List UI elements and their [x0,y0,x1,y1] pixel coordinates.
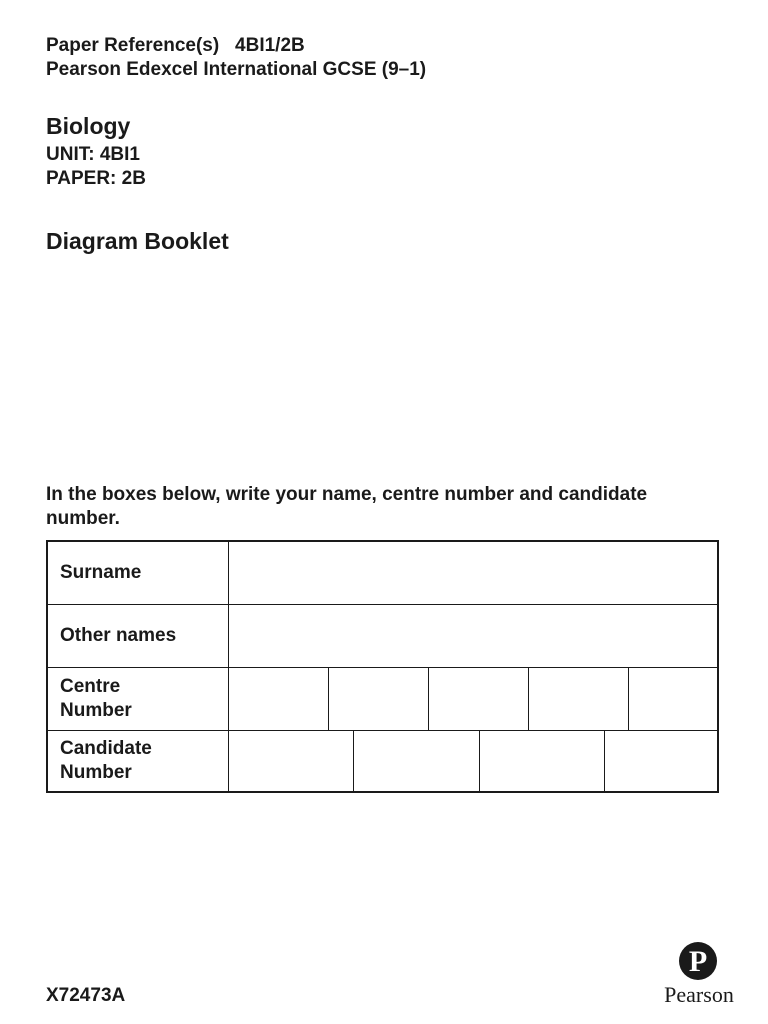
centre-number-row [48,668,717,731]
centre-number-digit-box[interactable] [629,668,717,730]
centre-number-digit-box[interactable] [329,668,429,730]
booklet-title: Diagram Booklet [46,228,229,254]
candidate-number-digit-box[interactable] [605,731,717,791]
centre-number-label-line1: Centre [60,676,121,697]
candidate-number-digit-box[interactable] [480,731,605,791]
pearson-logo [652,942,746,1008]
unit-code: UNIT: 4BI1 [46,144,140,165]
surname-label: Surname [48,542,229,604]
pearson-logo-icon [679,942,717,980]
pearson-wordmark: Pearson [664,982,734,1007]
other-names-row [48,605,717,668]
paper-code: PAPER: 2B [46,168,146,189]
paper-reference [46,34,426,58]
candidate-number-digit-box[interactable] [229,731,354,791]
document-code: X72473A [46,985,126,1006]
candidate-details-form [46,540,719,793]
other-names-field[interactable] [229,605,717,667]
candidate-number-label-line2: Number [60,762,132,783]
paper-reference-label: Paper Reference(s) [46,35,220,56]
surname-field[interactable] [229,542,717,604]
centre-number-label [48,668,229,730]
candidate-number-label [48,731,229,791]
qualification-title: Pearson Edexcel International GCSE (9–1) [46,59,427,80]
paper-header [46,34,426,82]
other-names-label: Other names [48,605,229,667]
centre-number-field [229,668,717,730]
centre-number-digit-box[interactable] [429,668,529,730]
paper-reference-value: 4BI1/2B [235,35,305,56]
candidate-number-row [48,731,717,791]
candidate-number-digit-box[interactable] [354,731,480,791]
candidate-number-label-line1: Candidate [60,738,152,759]
centre-number-digit-box[interactable] [229,668,329,730]
surname-row [48,542,717,605]
form-instruction: In the boxes below, write your name, centre number and candidate number. [46,484,648,529]
subject-title: Biology [46,113,131,139]
centre-number-digit-box[interactable] [529,668,629,730]
centre-number-label-line2: Number [60,700,132,721]
pearson-logo-letter: P [688,945,708,978]
candidate-number-field [229,731,717,791]
